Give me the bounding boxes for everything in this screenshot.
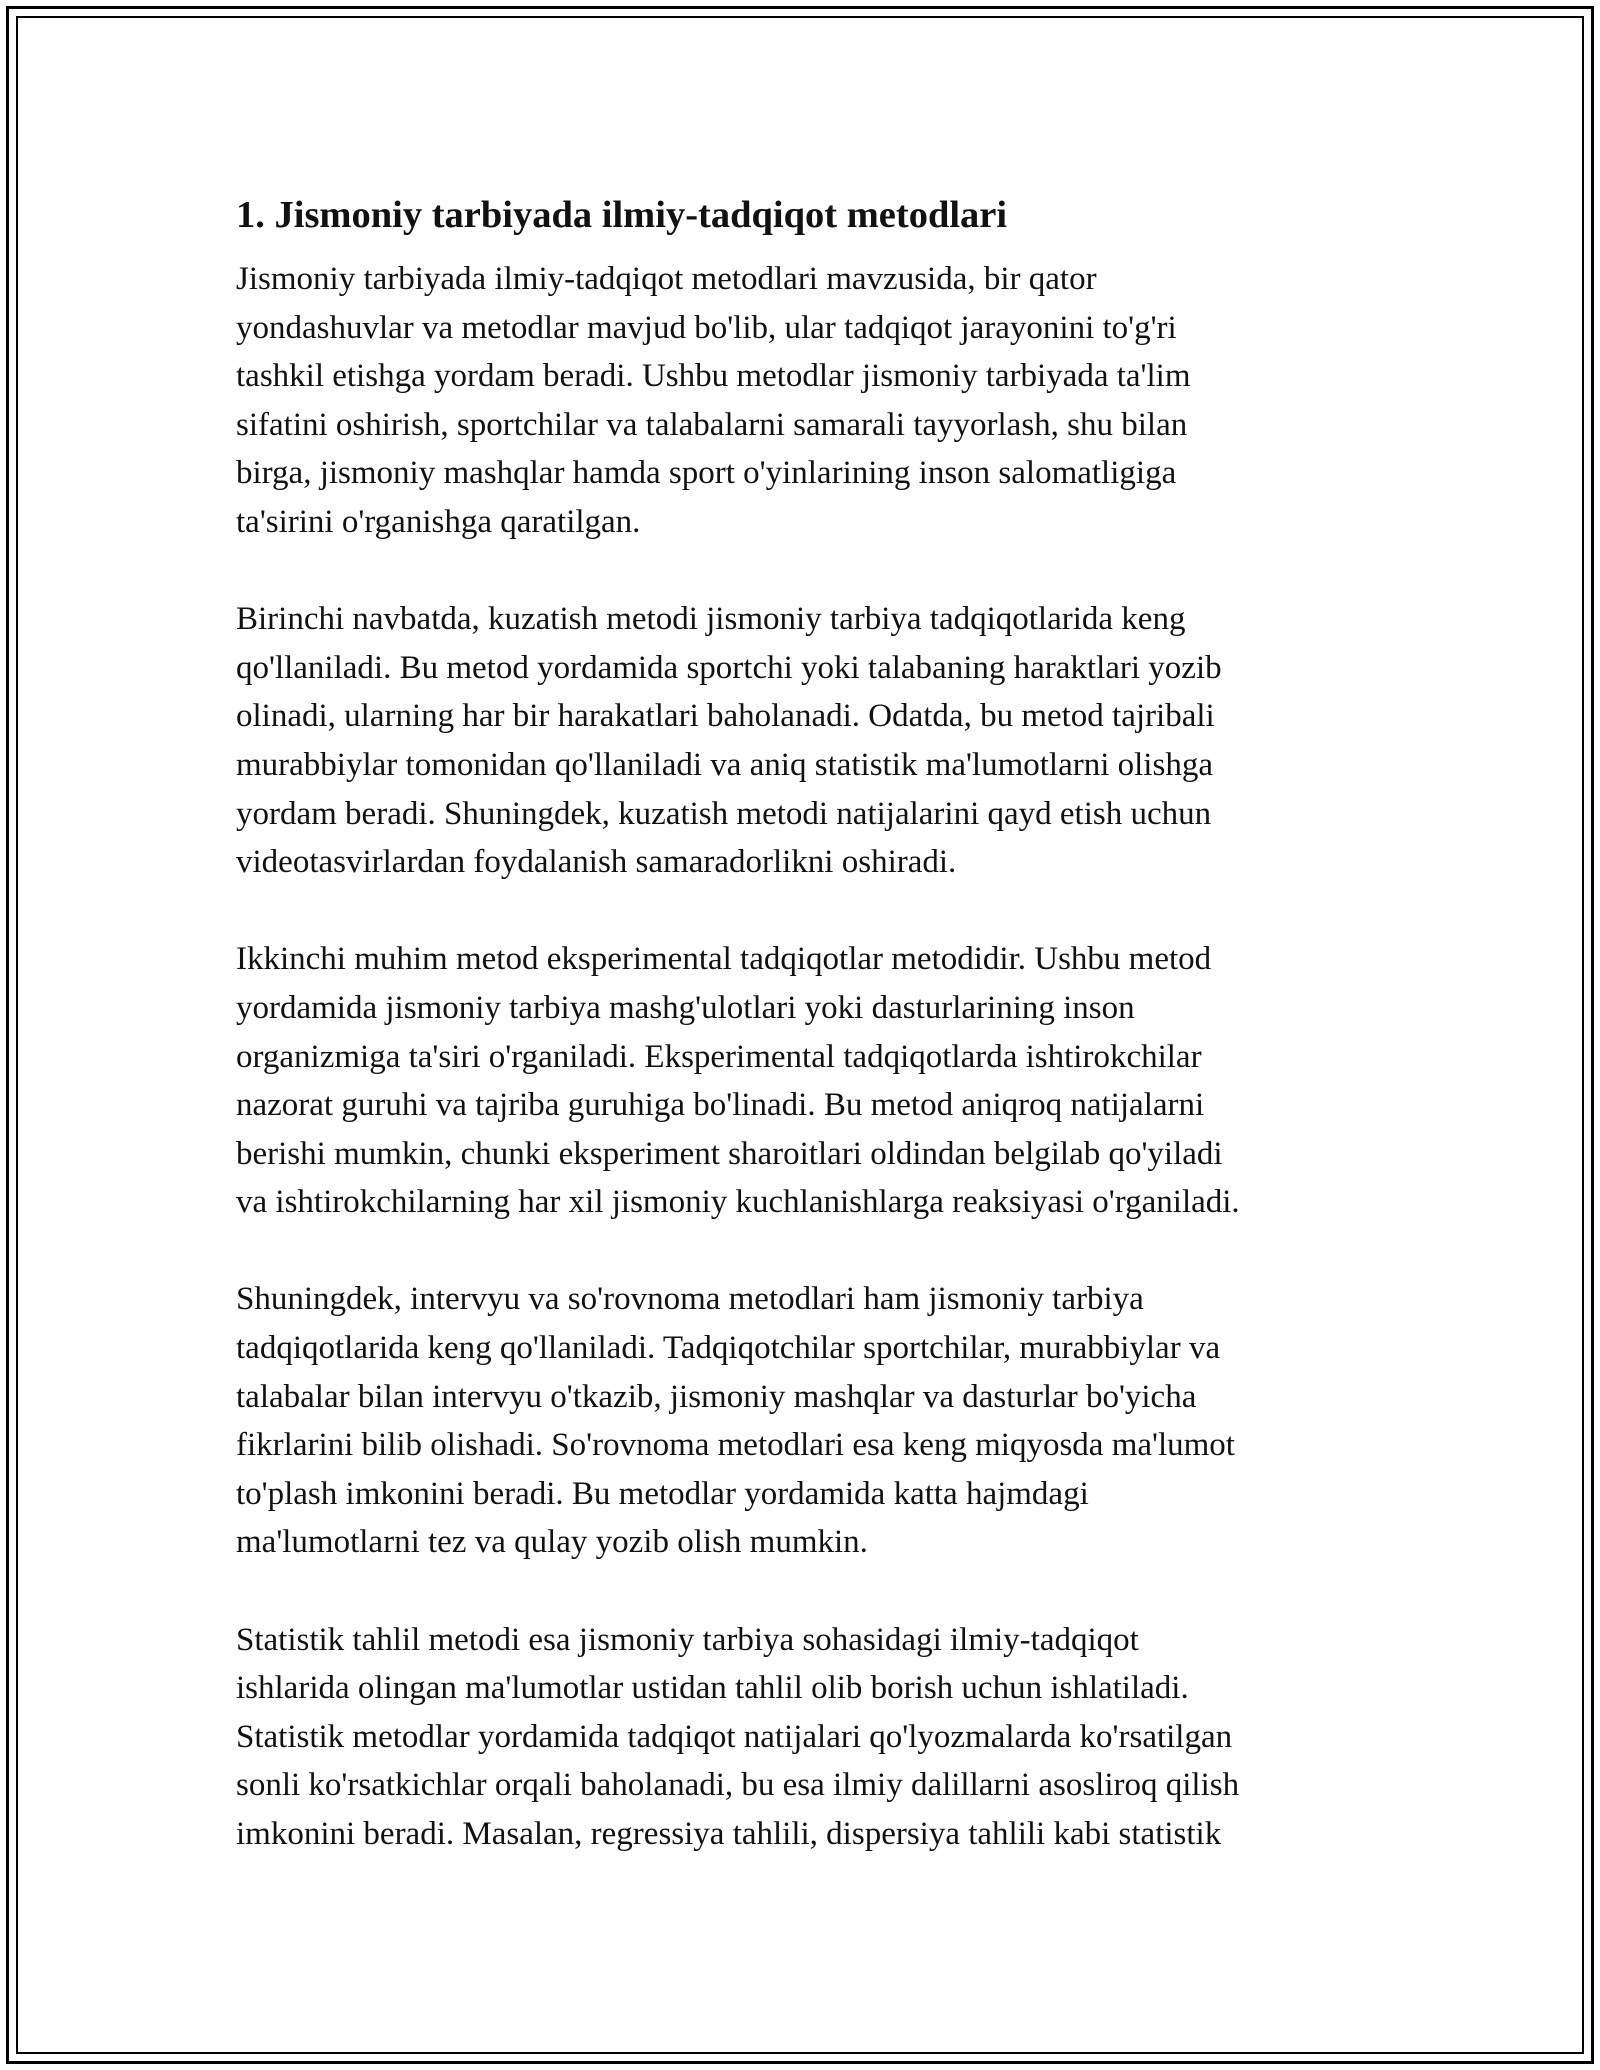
paragraph-statistical-method: Statistik tahlil metodi esa jismoniy tarbiya sohasidagi ilmiy-tadqiqot ishlarida olingan ma'lumotlar ustidan tahlil olib borish uchun ishlatiladi. Statistik metodlar yordamida tadqiqot natijalari qo'lyozmalarda ko'rsatilgan sonli ko'rsatkichlar orqali baholanadi, bu esa ilmiy dalillarni asosliroq qilish imkonini beradi. Masalan, regressiya tahlili, dispersiya tahlili kabi statistik xyxy=(236,1621,1240,1852)
paragraph-intro: Jismoniy tarbiyada ilmiy-tadqiqot metodlari mavzusida, bir qator yondashuvlar va metodlar mavjud bo'lib, ular tadqiqot jarayonini to'g'ri tashkil etishga yordam beradi. Ushbu metodlar jismoniy tarbiyada ta'lim sifatini oshirish, sportchilar va talabalarni samarali tayyorlash, shu bilan birga, jismoniy mashqlar hamda sport o'yinlarining inson salomatligiga ta'sirini o'rganishga qaratilgan. xyxy=(236,261,1191,540)
paragraph-interview-survey-method: Shuningdek, intervyu va so'rovnoma metodlari ham jismoniy tarbiya tadqiqotlarida keng qo'llaniladi. Tadqiqotchilar sportchilar, murabbiylar va talabalar bilan intervyu o'tkazib, jismoniy mashqlar va dasturlar bo'yicha fikrlarini bilib olishadi. So'rovnoma metodlari esa keng miqyosda ma'lumot to'plash imkonini beradi. Bu metodlar yordamida katta hajmdagi ma'lumotlarni tez va qulay yozib olish mumkin. xyxy=(236,1281,1235,1561)
document-body xyxy=(236,187,1376,1859)
paragraph-observation-method: Birinchi navbatda, kuzatish metodi jismoniy tarbiya tadqiqotlarida keng qo'llaniladi. Bu metod yordamida sportchi yoki talabaning haraktlari yozib olinadi, ularning har bir harakatlari baholanadi. Odatda, bu metod tajribali murabbiylar tomonidan qo'llaniladi va aniq statistik ma'lumotlarni olishga yordam beradi. Shuningdek, kuzatish metodi natijalarini qayd etish uchun videotasvirlardan foydalanish samaradorlikni oshiradi. xyxy=(236,601,1222,881)
section-heading: 1. Jismoniy tarbiyada ilmiy-tadqiqot metodlari xyxy=(236,194,1008,236)
paragraph-experimental-method: Ikkinchi muhim metod eksperimental tadqiqotlar metodidir. Ushbu metod yordamida jismoniy tarbiya mashg'ulotlari yoki dasturlarining inson organizmiga ta'siri o'rganiladi. Eksperimental tadqiqotlarda ishtirokchilar nazorat guruhi va tajriba guruhiga bo'linadi. Bu metod aniqroq natijalarni berishi mumkin, chunki eksperiment sharoitlari oldindan belgilab qo'yiladi va ishtirokchilarning har xil jismoniy kuchlanishlarga reaksiyasi o'rganiladi. xyxy=(236,941,1240,1221)
